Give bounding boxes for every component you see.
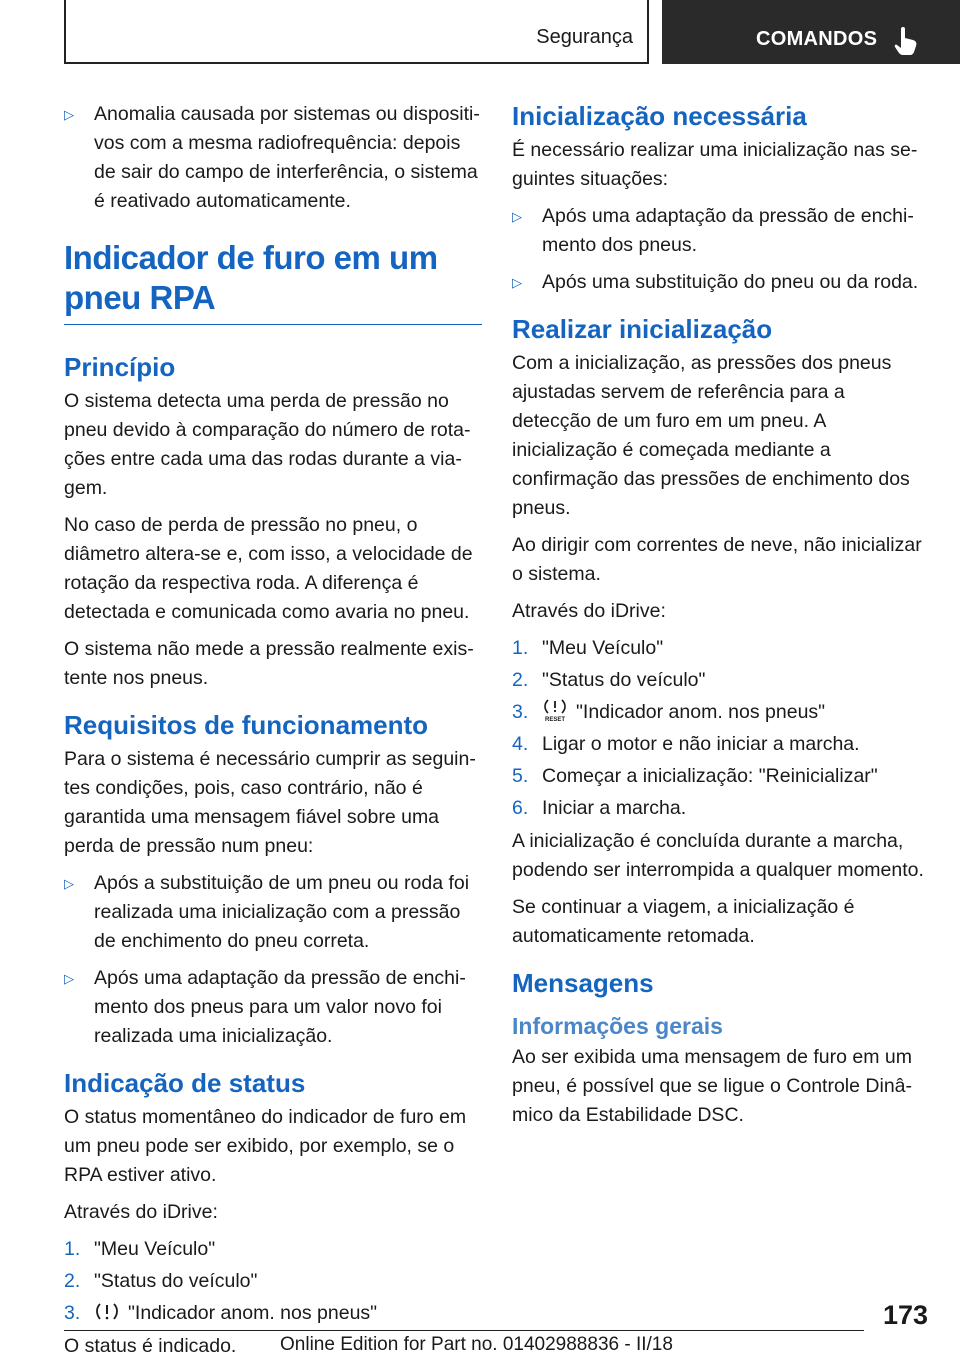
paragraph: Através do iDrive: — [64, 1201, 218, 1223]
list-item: ▷ Após uma substituição do pneu ou da roda. — [512, 268, 928, 297]
header-section-title: Segurança — [536, 26, 633, 48]
heading-status: Indicação de status — [64, 1068, 306, 1098]
list-item: 1. "Meu Veículo" — [512, 637, 664, 659]
list-item: ▷ Após a substituição de um pneu ou roda foi realizada uma inicialização com a pressão de enchimento do pneu correta. — [64, 869, 482, 956]
list-item: 1. "Meu Veículo" — [64, 1238, 216, 1260]
triangle-bullet-icon: ▷ — [64, 876, 74, 891]
paragraph: Ao dirigir com correntes de neve, não inicializar o sistema. — [512, 534, 922, 585]
heading-init-required: Inicialização necessária — [512, 101, 807, 131]
heading-principle: Princípio — [64, 352, 176, 382]
footer-edition-text: Online Edition for Part no. 01402988836 - II/18 — [280, 1334, 673, 1355]
triangle-bullet-icon: ▷ — [512, 275, 522, 290]
paragraph: O sistema não mede a pressão realmente existente nos pneus. — [64, 638, 474, 689]
paragraph: O sistema detecta uma perda de pressão no pneu devido à comparação do número de rotações entre cada uma das rodas durante a viagem. — [64, 390, 471, 499]
title-divider — [64, 324, 482, 325]
footer-divider — [64, 1330, 864, 1331]
list-item: ▷ Após uma adaptação da pressão de enchimento dos pneus para um valor novo foi realizada uma inicialização. — [64, 964, 482, 1051]
paragraph: Ao ser exibida uma mensagem de furo em um pneu, é possível que se ligue o Controle Dinâmico da Estabilidade DSC. — [512, 1046, 913, 1126]
right-column — [512, 100, 928, 1138]
paragraph: Com a inicialização, as pressões dos pneus ajustadas servem de referência para a detecção de um furo em um pneu. A inicialização é começada mediante a confirmação das pressões de enchimento dos pneus. — [512, 352, 910, 519]
list-item: 3. RESET "Indicador anom. nos pneus" — [512, 698, 928, 727]
list-item: 4. Ligar o motor e não iniciar a marcha. — [512, 733, 860, 755]
pointing-hand-icon — [894, 27, 920, 55]
left-column — [64, 100, 482, 1362]
page-number: 173 — [882, 1300, 928, 1330]
heading-messages: Mensagens — [512, 968, 654, 998]
reset-icon-label: RESET — [544, 717, 566, 722]
triangle-bullet-icon: ▷ — [64, 107, 74, 122]
list-item: 2. "Status do veículo" — [512, 669, 706, 691]
paragraph: O status é indicado. — [64, 1335, 237, 1357]
bullet-list — [512, 202, 928, 297]
triangle-bullet-icon: ▷ — [512, 209, 522, 224]
bullet-list — [64, 100, 482, 216]
header-chapter-title: COMANDOS — [756, 28, 878, 50]
paragraph: No caso de perda de pressão no pneu, o diâmetro altera-se e, com isso, a velocidade de rotação da respectiva roda. A diferença é detectada e comunicada como avaria no pneu. — [64, 514, 473, 623]
triangle-bullet-icon: ▷ — [64, 971, 74, 986]
list-item: ▷ Anomalia causada por sistemas ou dispositivos com a mesma radiofrequência: depois de sair do campo de interferência, o sistema é reativado automaticamente. — [64, 100, 482, 216]
list-item: ▷ Após uma adaptação da pressão de enchimento dos pneus. — [512, 202, 928, 260]
heading-perform-init: Realizar inicialização — [512, 314, 773, 344]
subheading-general-info: Informações gerais — [512, 1013, 723, 1039]
paragraph: Para o sistema é necessário cumprir as seguintes condições, pois, caso contrário, não é garantida uma mensagem fiável sobre uma perda de pressão num pneu: — [64, 748, 476, 857]
tire-pressure-warning-icon — [94, 1301, 120, 1323]
list-item: 6. Iniciar a marcha. — [512, 797, 687, 819]
heading-requirements: Requisitos de funcionamento — [64, 710, 429, 740]
paragraph: Se continuar a viagem, a inicialização é automaticamente retomada. — [512, 896, 855, 947]
tire-pressure-reset-icon — [542, 698, 568, 722]
numbered-list — [64, 1235, 482, 1328]
paragraph: A inicialização é concluída durante a marcha, podendo ser interrompida a qualquer momento. — [512, 830, 924, 881]
header-section-tab — [64, 0, 649, 64]
paragraph: É necessário realizar uma inicialização nas seguintes situações: — [512, 139, 918, 190]
list-item: 5. Começar a inicialização: "Reinicializar" — [512, 765, 878, 787]
list-item: 2. "Status do veículo" — [64, 1270, 258, 1292]
paragraph: O status momentâneo do indicador de furo em um pneu pode ser exibido, por exemplo, se o RPA estiver ativo. — [64, 1106, 467, 1186]
chapter-title: Indicador de furo em um pneu RPA — [64, 239, 438, 316]
bullet-list — [64, 869, 482, 1051]
numbered-list — [512, 634, 928, 823]
paragraph: Através do iDrive: — [512, 600, 666, 622]
list-item: 3. "Indicador anom. nos pneus" — [64, 1302, 378, 1324]
